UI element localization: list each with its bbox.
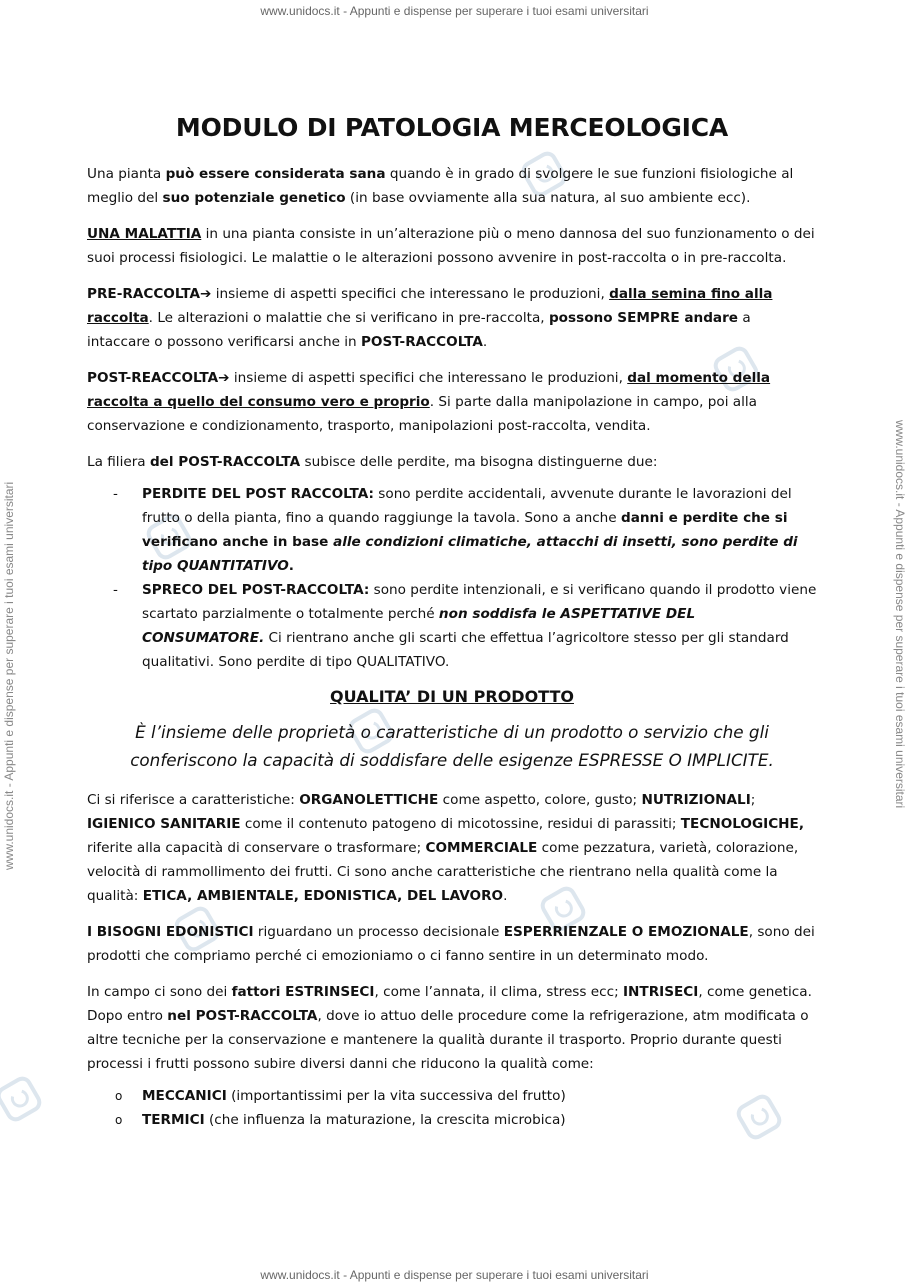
paragraph-factors: In campo ci sono dei fattori ESTRINSECI, come l’annata, il clima, stress ecc; INTRISECI, come genetica. Dopo entro nel POST-RACCOLTA, dove io attuo delle procedure come la refrigerazione, atm modificata o altre tecniche per la conservazione e mantenere la qualità durante il trasporto. Proprio durante questi processi i frutti possono subire diversi danni che riducono la qualità come: [87, 984, 812, 1072]
paragraph-supply-chain: La filiera del POST-RACCOLTA subisce delle perdite, ma bisogna distinguerne due: [87, 454, 658, 470]
unidocs-logo-icon [0, 1073, 45, 1125]
arrow-icon: ➔ [218, 370, 230, 386]
paragraph-characteristics: Ci si riferisce a caratteristiche: ORGANOLETTICHE come aspetto, colore, gusto; NUTRIZIONALI; IGIENICO SANITARIE come il contenuto patogeno di micotossine, residui di parassiti; TECNOLOGICHE, riferite alla capacità di conservare o trasformare; COMMERCIALE come pezzatura, varietà, colorazione, velocità di rammollimento dei frutti. Ci sono anche caratteristiche che rientrano nella qualità come la qualità: ETICA, AMBIENTALE, EDONISTICA, DEL LAVORO. [87, 792, 805, 904]
paragraph-pre-harvest: PRE-RACCOLTA➔ insieme di aspetti specifici che interessano le produzioni, dalla semina fino alla raccolta. Le alterazioni o malattie che si verificano in pre-raccolta, possono SEMPRE andare a intaccare o possono verificarsi anche in POST-RACCOLTA. [87, 286, 773, 350]
paragraph-disease: UNA MALATTIA in una pianta consiste in un’alterazione più o meno dannosa del suo funzionamento o dei suoi processi fisiologici. Le malattie o le alterazioni possono avvenire in post-raccolta o in pre-raccolta. [87, 226, 815, 266]
watermark-top: www.unidocs.it - Appunti e dispense per superare i tuoi esami universitari [260, 4, 649, 18]
quality-definition: È l’insieme delle proprietà o caratteristiche di un prodotto o servizio che gli conferiscono la capacità di soddisfare delle esigenze ESPRESSE O IMPLICITE. [130, 722, 774, 770]
paragraph-hedonic-needs: I BISOGNI EDONISTICI riguardano un processo decisionale ESPERRIENZALE O EMOZIONALE, sono dei prodotti che compriamo perché ci emozioniamo o ci fanno sentire in un determinato modo. [87, 924, 815, 964]
list-item: - PERDITE DEL POST RACCOLTA: sono perdite accidentali, avvenute durante le lavorazioni del frutto o della pianta, fino a quando raggiunge la tavola. Sono a anche danni e perdite che si verificano anche in base alle condizioni climatiche, attacchi di insetti, sono perdite di tipo QUANTITATIVO. [113, 486, 798, 574]
damage-list [87, 1084, 817, 1132]
losses-list [87, 482, 817, 674]
arrow-icon: ➔ [200, 286, 212, 302]
list-item: o TERMICI (che influenza la maturazione, la crescita microbica) [115, 1112, 566, 1128]
page-title: MODULO DI PATOLOGIA MERCEOLOGICA [175, 113, 729, 142]
list-item: o MECCANICI (importantissimi per la vita successiva del frutto) [115, 1088, 566, 1104]
paragraph-healthy-plant: Una pianta può essere considerata sana quando è in grado di svolgere le sue funzioni fisiologiche al meglio del suo potenziale genetico (in base ovviamente alla sua natura, al suo ambiente ecc). [87, 166, 794, 206]
watermark-left: www.unidocs.it - Appunti e dispense per superare i tuoi esami universitari [2, 481, 16, 870]
section-heading-quality: QUALITA’ DI UN PRODOTTO [330, 687, 574, 706]
watermark-bottom: www.unidocs.it - Appunti e dispense per superare i tuoi esami universitari [260, 1268, 649, 1282]
watermark-right: www.unidocs.it - Appunti e dispense per superare i tuoi esami universitari [893, 420, 907, 809]
paragraph-post-harvest: POST-REACCOLTA➔ insieme di aspetti specifici che interessano le produzioni, dal momento della raccolta a quello del consumo vero e proprio. Si parte dalla manipolazione in campo, poi alla conservazione e condizionamento, trasporto, manipolazioni post-raccolta, vendita. [87, 370, 771, 434]
document-page [87, 108, 817, 1132]
list-item: - SPRECO DEL POST-RACCOLTA: sono perdite intenzionali, e si verificano quando il prodotto viene scartato parzialmente o totalmente perché non soddisfa le ASPETTATIVE DEL CONSUMATORE. Ci rientrano anche gli scarti che effettua l’agricoltore stesso per gli standard qualitativi. Sono perdite di tipo QUALITATIVO. [113, 582, 817, 670]
